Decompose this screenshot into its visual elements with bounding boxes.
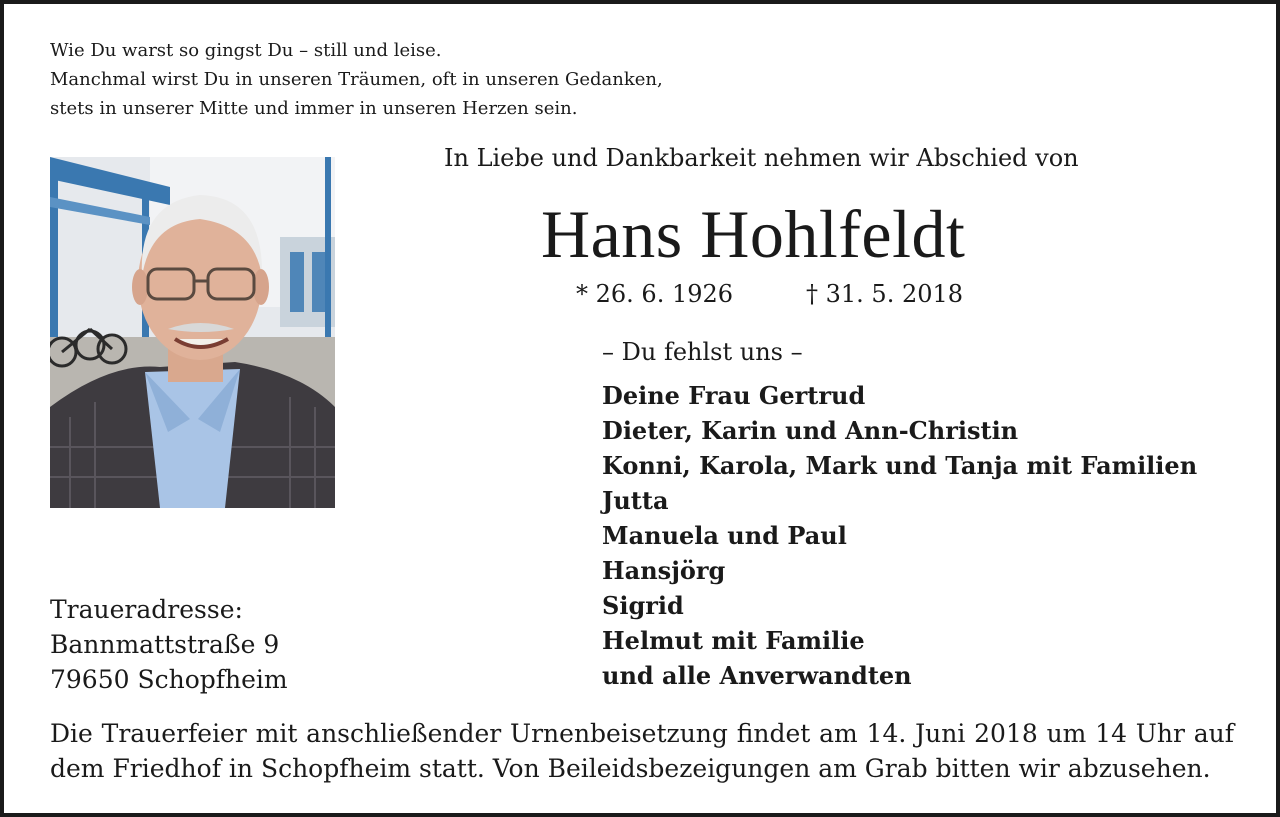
mourner-item: Dieter, Karin und Ann-Christin [602, 416, 1019, 445]
mourner-item: Manuela und Paul [602, 521, 847, 550]
missing-you-text: – Du fehlst uns – [602, 338, 803, 366]
farewell-intro: In Liebe und Dankbarkeit nehmen wir Abschied von [444, 144, 1079, 172]
portrait-photo [50, 157, 335, 508]
poem-line-3: stets in unserer Mitte und immer in unseren Herzen sein. [50, 98, 578, 119]
poem-line-2: Manchmal wirst Du in unseren Träumen, oft in unseren Gedanken, [50, 69, 663, 90]
deceased-name: Hans Hohlfeldt [541, 196, 966, 272]
birth-date: * 26. 6. 1926 [576, 280, 734, 308]
death-date: † 31. 5. 2018 [806, 280, 964, 308]
mourner-item: Jutta [602, 486, 669, 515]
mourner-item: Hansjörg [602, 556, 726, 585]
address-city: 79650 Schopfheim [50, 665, 288, 694]
address-label: Traueradresse: [50, 595, 243, 624]
mourning-address [50, 592, 288, 697]
poem-line-1: Wie Du warst so gingst Du – still und leise. [50, 40, 442, 61]
mourner-item: Sigrid [602, 591, 684, 620]
mourner-item: Helmut mit Familie [602, 626, 865, 655]
mourner-item: Deine Frau Gertrud [602, 381, 866, 410]
mourners-list [602, 378, 1197, 693]
mourner-item: und alle Anverwandten [602, 661, 912, 690]
memorial-poem [50, 36, 663, 123]
mourner-item: Konni, Karola, Mark und Tanja mit Familien [602, 451, 1198, 480]
funeral-details: Die Trauerfeier mit anschließender Urnenbeisetzung findet am 14. Juni 2018 um 14 Uhr auf dem Friedhof in Schopfheim statt. Von Beileidsbezeigungen am Grab bitten wir abzusehen. [50, 719, 1234, 783]
address-street: Bannmattstraße 9 [50, 630, 280, 659]
